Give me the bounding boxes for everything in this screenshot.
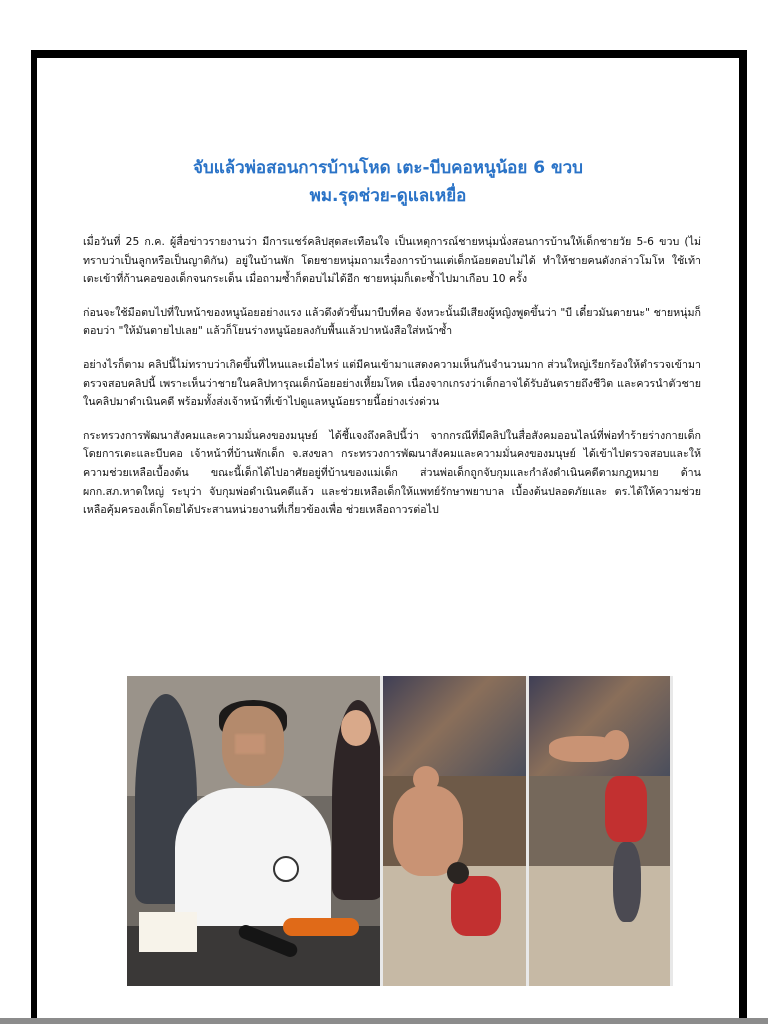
document-page bbox=[37, 58, 739, 1024]
paragraph-2: ก่อนจะใช้มือตบไปที่ใบหน้าของหนูน้อยอย่างแรง แล้วดึงตัวขึ้นมาบีบที่คอ จังหวะนั้นมีเสียงผู้หญิงพูดขึ้นว่า "บี เดี๋ยวมันตายนะ" ชายหนุ่มก็ตอบว่า "ให้มันตายไปเลย" แล้วก็โยนร่างหนูน้อยลงกับพื้นแล้วปาหนังสือใส่หน้าซ้ำ bbox=[83, 305, 701, 338]
news-photo-collage bbox=[127, 676, 673, 986]
headline-line-2: พม.รุดช่วย-ดูแลเหยื่อ bbox=[309, 186, 467, 206]
clip-still-photo-1 bbox=[383, 676, 526, 986]
paragraph-4: กระทรวงการพัฒนาสังคมและความมั่นคงของมนุษย์ ได้ชี้แจงถึงคลิปนี้ว่า จากกรณีที่มีคลิปในสื่อสังคมออนไลน์ที่พ่อทำร้ายร่างกายเด็กโดยการเตะและบีบคอ เจ้าหน้าที่บ้านพักเด็ก จ.สงขลา กระทรวงการพัฒนาสังคมและความมั่นคงของมนุษย์ ได้เข้าไปตรวจสอบและให้ความช่วยเหลือเบื้องต้น ขณะนี้เด็กได้ไปอาศัยอยู่ที่บ้านของแม่เด็ก ส่วนพ่อเด็กถูกจับกุมและกำลังดำเนินคดีตามกฎหมาย ด้าน ผกก.สภ.หาดใหญ่ ระบุว่า จับกุมพ่อดำเนินคดีแล้ว และช่วยเหลือเด็กให้แพทย์รักษาพยาบาล เบื้องต้นปลอดภัยและ ตร.ได้ให้ความช่วยเหลือคุ้มครองเด็กโดยได้ประสานหน่วยงานที่เกี่ยวข้องเพื่อ ช่วยเหลือถาวรต่อไป bbox=[83, 428, 701, 517]
clip-still-photo-2 bbox=[529, 676, 670, 986]
headline bbox=[37, 154, 739, 210]
headline-line-1: จับแล้วพ่อสอนการบ้านโหด เตะ-บีบคอหนูน้อย 6 ขวบ bbox=[193, 158, 583, 178]
press-conference-photo bbox=[127, 676, 380, 986]
microphone-icon bbox=[283, 918, 359, 936]
shirt-emblem-icon bbox=[273, 856, 299, 882]
paragraph-1: เมื่อวันที่ 25 ก.ค. ผู้สื่อข่าวรายงานว่า มีการแชร์คลิปสุดสะเทือนใจ เป็นเหตุการณ์ชายหนุ่มนั่งสอนการบ้านให้เด็กชายวัย 5-6 ขวบ (ไม่ทราบว่าเป็นลูกหรือเป็นญาติกัน) อยู่ในบ้านพัก โดยชายหนุ่มถามเรื่องการบ้านแต่เด็กน้อยตอบไม่ได้ ทำให้ชายคนดังกล่าวโมโห ใช้เท้าเตะเข้าที่ก้านคอของเด็กจนกระเด็น เมื่อถามซ้ำก็ตอบไม่ได้อีก ชายหนุ่มก็เตะซ้ำไปมาเกือบ 10 ครั้ง bbox=[83, 235, 701, 286]
article-body bbox=[83, 233, 701, 535]
paragraph-3: อย่างไรก็ตาม คลิปนี้ไม่ทราบว่าเกิดขึ้นที่ไหนและเมื่อไหร่ แต่มีคนเข้ามาแสดงความเห็นกันจำนวนมาก ส่วนใหญ่เรียกร้องให้ตำรวจเข้ามาตรวจสอบคลิปนี้ เพราะเห็นว่าชายในคลิปทารุณเด็กน้อยอย่างเหี้ยมโหด เนื่องจากเกรงว่าเด็กอาจได้รับอันตรายถึงชีวิต และควรนำตัวชายในคลิปมาดำเนินคดี พร้อมทั้งส่งเจ้าหน้าที่เข้าไปดูแลหนูน้อยรายนี้อย่างเร่งด่วน bbox=[83, 357, 701, 409]
bottom-scroll-bar bbox=[0, 1018, 768, 1024]
